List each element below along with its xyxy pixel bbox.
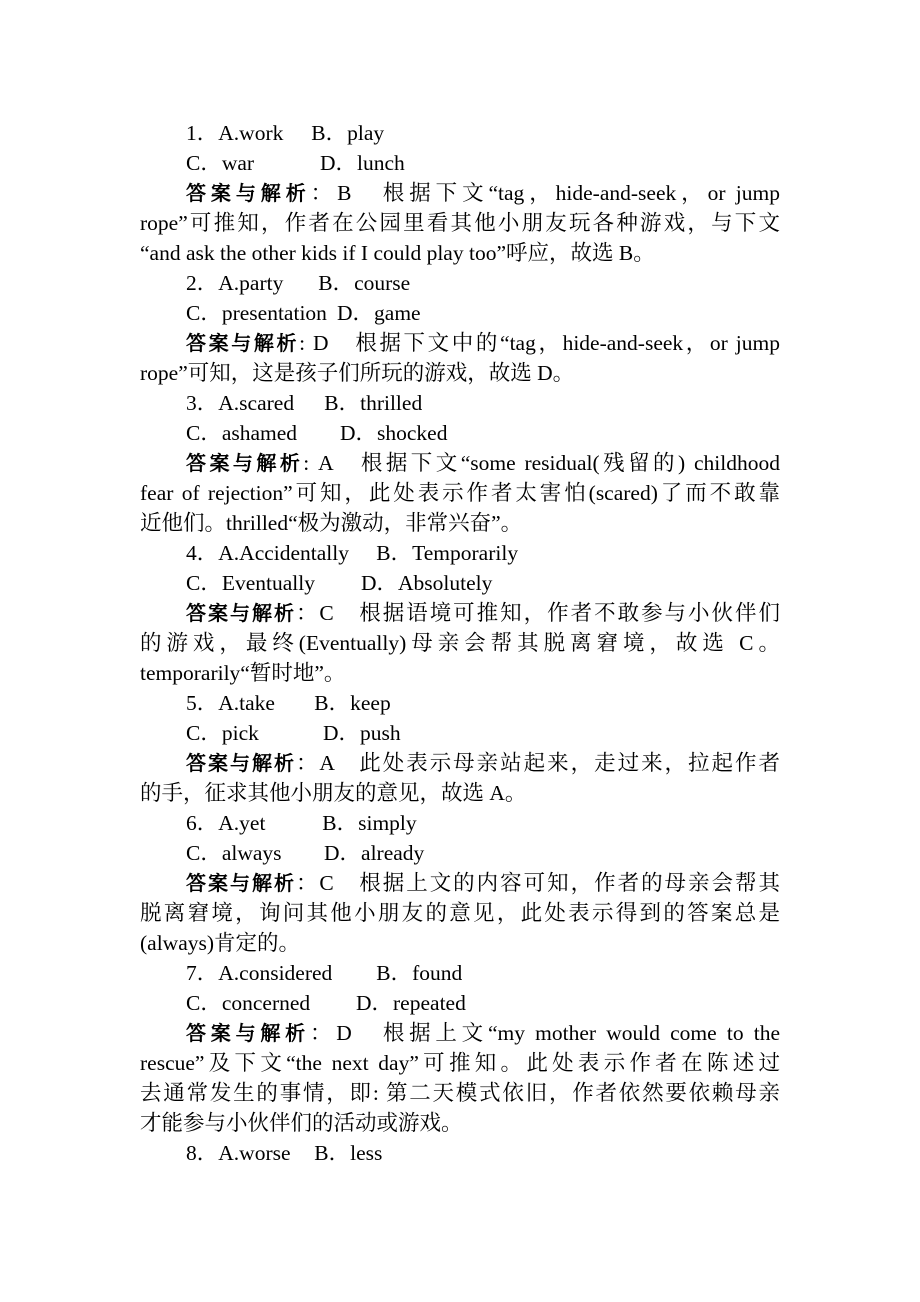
option-a: A.worse bbox=[218, 1141, 291, 1165]
option-d: D．lunch bbox=[320, 151, 405, 175]
answer-text: 近他们。thrilled“极为激动，非常兴奋”。 bbox=[140, 511, 523, 535]
answer-label: 答案与解析 bbox=[186, 871, 296, 895]
question-number: 3． bbox=[186, 391, 219, 415]
options-row-1 bbox=[140, 538, 780, 568]
option-d: D．shocked bbox=[340, 421, 448, 445]
question-number: 5． bbox=[186, 691, 219, 715]
option-b: B．less bbox=[314, 1141, 383, 1165]
question-number: 7． bbox=[186, 961, 219, 985]
answer-text: ：A 此处表示母亲站起来，走过来，拉起作者 bbox=[295, 751, 780, 775]
option-a: A.yet bbox=[218, 811, 266, 835]
option-a: A.party bbox=[218, 271, 284, 295]
answer-text: 的手，征求其他小朋友的意见，故选 A。 bbox=[140, 781, 527, 805]
options-row-2 bbox=[140, 418, 780, 448]
question-item bbox=[140, 268, 780, 388]
answer-line bbox=[140, 1048, 780, 1078]
answer-text: ：C 根据语境可推知，作者不敢参与小伙伴们 bbox=[295, 601, 780, 625]
answer-text: rope”可推知，作者在公园里看其他小朋友玩各种游戏，与下文 bbox=[140, 211, 780, 235]
answer-line bbox=[140, 898, 780, 928]
answer-line bbox=[140, 478, 780, 508]
question-number: 4． bbox=[186, 541, 219, 565]
question-number: 6． bbox=[186, 811, 219, 835]
answer-text: : D 根据下文中的“tag，hide-and-seek，or jump bbox=[299, 331, 780, 355]
options-row-2 bbox=[140, 298, 780, 328]
question-list bbox=[140, 118, 780, 1168]
option-d: D．repeated bbox=[356, 991, 466, 1015]
answer-line bbox=[140, 778, 780, 808]
options-row-2 bbox=[140, 718, 780, 748]
answer-text: ：C 根据上文的内容可知，作者的母亲会帮其 bbox=[295, 871, 780, 895]
answer-label: 答案与解析 bbox=[186, 601, 296, 625]
option-d: D．game bbox=[337, 301, 421, 325]
answer-line bbox=[140, 208, 780, 238]
answer-line-first bbox=[140, 1018, 780, 1048]
options-row-2 bbox=[140, 568, 780, 598]
question-item bbox=[140, 688, 780, 808]
option-c: C．ashamed bbox=[186, 421, 298, 445]
question-number: 8． bbox=[186, 1141, 219, 1165]
answer-text: “and ask the other kids if I could play too”呼应，故选 B。 bbox=[140, 241, 655, 265]
answer-line bbox=[140, 628, 780, 658]
option-a: A.considered bbox=[218, 961, 333, 985]
answer-line bbox=[140, 658, 780, 688]
answer-label: 答案与解析 bbox=[186, 451, 304, 475]
question-item bbox=[140, 388, 780, 538]
options-row-1 bbox=[140, 118, 780, 148]
question-item bbox=[140, 118, 780, 268]
answer-text: 才能参与小伙伴们的活动或游戏。 bbox=[140, 1111, 463, 1135]
answer-line bbox=[140, 238, 780, 268]
answer-label: 答案与解析 bbox=[186, 751, 296, 775]
options-row-1 bbox=[140, 388, 780, 418]
answer-line-first bbox=[140, 598, 780, 628]
option-d: D．push bbox=[323, 721, 401, 745]
answer-text: ：B 根据下文“tag，hide-and-seek，or jump bbox=[310, 181, 780, 205]
option-a: A.work bbox=[218, 121, 284, 145]
option-c: C．presentation bbox=[186, 301, 327, 325]
answer-text: rescue”及下文“the next day”可推知。此处表示作者在陈述过 bbox=[140, 1051, 780, 1075]
options-row-1 bbox=[140, 688, 780, 718]
option-c: C．always bbox=[186, 841, 282, 865]
question-item bbox=[140, 1138, 780, 1168]
option-b: B．thrilled bbox=[324, 391, 423, 415]
options-row-1 bbox=[140, 958, 780, 988]
answer-line-first bbox=[140, 178, 780, 208]
answer-text: ：D 根据上文“my mother would come to the bbox=[309, 1021, 780, 1045]
option-c: C．pick bbox=[186, 721, 259, 745]
option-b: B．simply bbox=[322, 811, 417, 835]
answer-text: temporarily“暂时地”。 bbox=[140, 661, 346, 685]
answer-label: 答案与解析 bbox=[186, 331, 300, 355]
options-row-2 bbox=[140, 148, 780, 178]
option-a: A.Accidentally bbox=[218, 541, 350, 565]
options-row-2 bbox=[140, 838, 780, 868]
option-b: B．course bbox=[318, 271, 411, 295]
answer-line-first bbox=[140, 328, 780, 358]
options-row-1 bbox=[140, 1138, 780, 1168]
options-row-2 bbox=[140, 988, 780, 1018]
answer-line-first bbox=[140, 448, 780, 478]
options-row-1 bbox=[140, 268, 780, 298]
answer-text: (always)肯定的。 bbox=[140, 931, 301, 955]
answer-line bbox=[140, 1078, 780, 1108]
question-item bbox=[140, 958, 780, 1138]
answer-label: 答案与解析 bbox=[186, 1021, 310, 1045]
answer-text: : A 根据下文“some residual(残留的) childhood bbox=[303, 451, 780, 475]
option-a: A.scared bbox=[218, 391, 295, 415]
option-b: B．play bbox=[311, 121, 385, 145]
answer-text: 的游戏，最终(Eventually)母亲会帮其脱离窘境，故选 C。 bbox=[140, 631, 780, 655]
option-b: B．keep bbox=[314, 691, 391, 715]
answer-line bbox=[140, 928, 780, 958]
question-item bbox=[140, 808, 780, 958]
answer-line bbox=[140, 1108, 780, 1138]
option-d: D．Absolutely bbox=[361, 571, 493, 595]
option-c: C．war bbox=[186, 151, 255, 175]
question-item bbox=[140, 538, 780, 688]
answer-line bbox=[140, 508, 780, 538]
answer-text: 脱离窘境，询问其他小朋友的意见，此处表示得到的答案总是 bbox=[140, 901, 780, 925]
answer-label: 答案与解析 bbox=[186, 181, 311, 205]
question-number: 2． bbox=[186, 271, 219, 295]
answer-line-first bbox=[140, 748, 780, 778]
option-c: C．concerned bbox=[186, 991, 311, 1015]
answer-line-first bbox=[140, 868, 780, 898]
answer-text: 去通常发生的事情，即: 第二天模式依旧，作者依然要依赖母亲 bbox=[140, 1081, 780, 1105]
options-row-1 bbox=[140, 808, 780, 838]
option-c: C．Eventually bbox=[186, 571, 315, 595]
option-d: D．already bbox=[324, 841, 425, 865]
answer-text: fear of rejection”可知，此处表示作者太害怕(scared)了而不敢靠 bbox=[140, 481, 780, 505]
option-b: B．found bbox=[376, 961, 463, 985]
answer-line bbox=[140, 358, 780, 388]
answer-text: rope”可知，这是孩子们所玩的游戏，故选 D。 bbox=[140, 361, 575, 385]
question-number: 1． bbox=[186, 121, 219, 145]
option-b: B．Temporarily bbox=[376, 541, 519, 565]
option-a: A.take bbox=[218, 691, 275, 715]
